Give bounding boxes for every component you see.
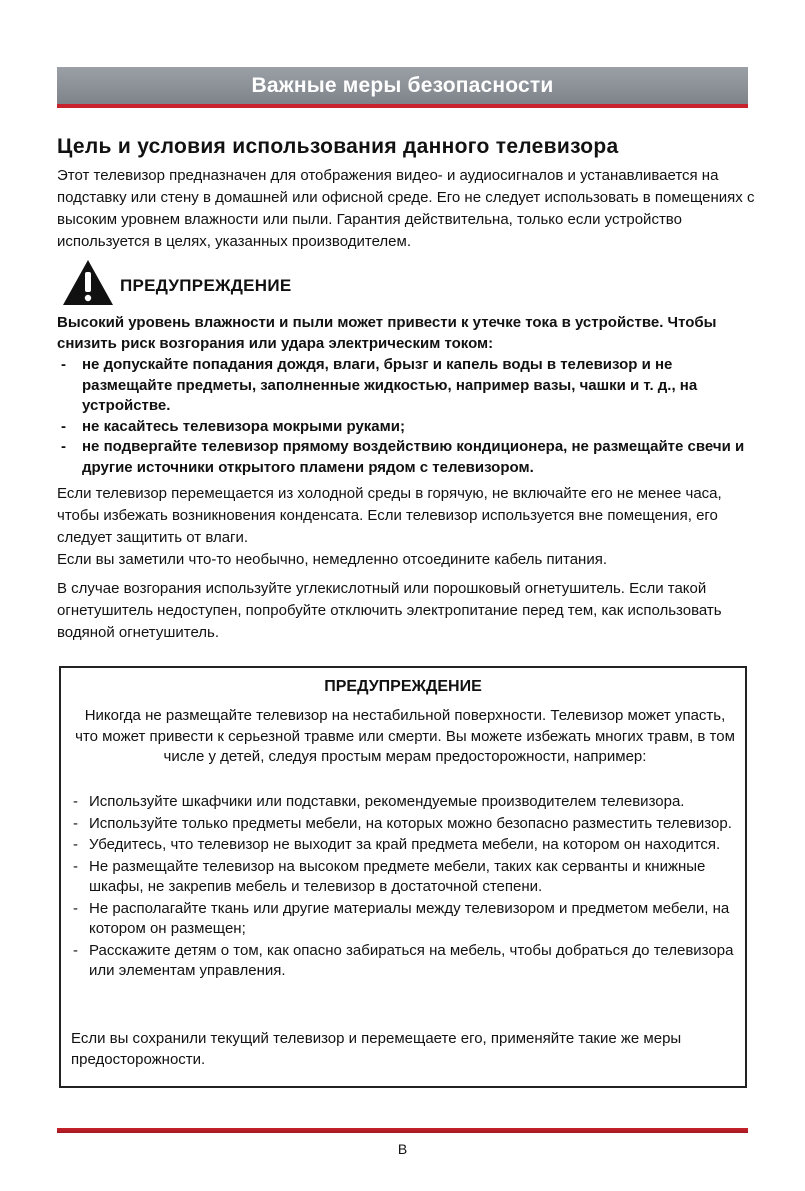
list-item: - Расскажите детям о том, как опасно забираться на мебель, чтобы добраться до телевизора или элементам управления. bbox=[71, 941, 741, 982]
list-item: - Используйте только предметы мебели, на которых можно безопасно разместить телевизор. bbox=[71, 814, 741, 835]
warning-list bbox=[57, 355, 757, 478]
box-intro: Никогда не размещайте телевизор на нестабильной поверхности. Телевизор может упасть, что может привести к серьезной травме или смерти. Вы можете избежать многих травм, в том числе у детей, следуя простым мерам предосторожности, например: bbox=[75, 707, 735, 765]
stability-warning-box bbox=[59, 666, 747, 1088]
box-title: ПРЕДУПРЕЖДЕНИЕ bbox=[324, 678, 482, 695]
list-item: - Используйте шкафчики или подставки, рекомендуемые производителем телевизора. bbox=[71, 792, 741, 813]
section-intro: Этот телевизор предназначен для отображения видео- и аудиосигналов и устанавливается на подставку или стену в домашней или офисной среде. Его не следует использовать в помещениях с высоким уровнем влажности или пыли. Гарантия действительна, только если устройство используется в целях, указанных производителем. bbox=[57, 167, 755, 250]
header-bar bbox=[57, 67, 748, 108]
power-paragraph: Если вы заметили что-то необычно, немедленно отсоедините кабель питания. bbox=[57, 551, 608, 568]
warning-triangle-icon bbox=[62, 258, 114, 306]
footer-line bbox=[57, 1128, 748, 1133]
list-item: - не допускайте попадания дождя, влаги, брызг и капель воды в телевизор и не размещайте предметы, заполненные жидкостью, например вазы, чашки и т. д., на устройстве. bbox=[57, 355, 757, 417]
warning-label: ПРЕДУПРЕЖДЕНИЕ bbox=[120, 276, 292, 295]
header-title: Важные меры безопасности bbox=[251, 73, 554, 97]
list-item: - Не размещайте телевизор на высоком предмете мебели, таких как серванты и книжные шкафы, не закрепив мебель и телевизор в достаточной степени. bbox=[71, 857, 741, 898]
list-item: - Не располагайте ткань или другие материалы между телевизором и предметом мебели, на котором он размещен; bbox=[71, 899, 741, 940]
fire-paragraph: В случае возгорания используйте углекислотный или порошковый огнетушитель. Если такой огнетушитель недоступен, попробуйте отключить электропитание перед тем, как использовать водяной огнетушитель. bbox=[57, 580, 722, 641]
box-list bbox=[71, 792, 741, 983]
list-item: - не подвергайте телевизор прямому воздействию кондиционера, не размещайте свечи и другие источники открытого пламени рядом с телевизором. bbox=[57, 437, 757, 478]
warning-heading bbox=[62, 258, 292, 306]
list-item: - не касайтесь телевизора мокрыми руками; bbox=[57, 417, 757, 438]
page-number: B bbox=[397, 1141, 408, 1157]
section-title: Цель и условия использования данного телевизора bbox=[57, 135, 619, 158]
box-outro: Если вы сохранили текущий телевизор и перемещаете его, применяйте такие же меры предосторожности. bbox=[71, 1030, 682, 1068]
condensation-paragraph: Если телевизор перемещается из холодной среды в горячую, не включайте его не менее часа, чтобы избежать возникновения конденсата. Если телевизор используется вне помещения, его следует защитить от влаги. bbox=[57, 485, 722, 546]
warning-lead: Высокий уровень влажности и пыли может привести к утечке тока в устройстве. Чтобы снизить риск возгорания или удара электрическим током: bbox=[57, 314, 717, 352]
list-item: - Убедитесь, что телевизор не выходит за край предмета мебели, на котором он находится. bbox=[71, 835, 741, 856]
